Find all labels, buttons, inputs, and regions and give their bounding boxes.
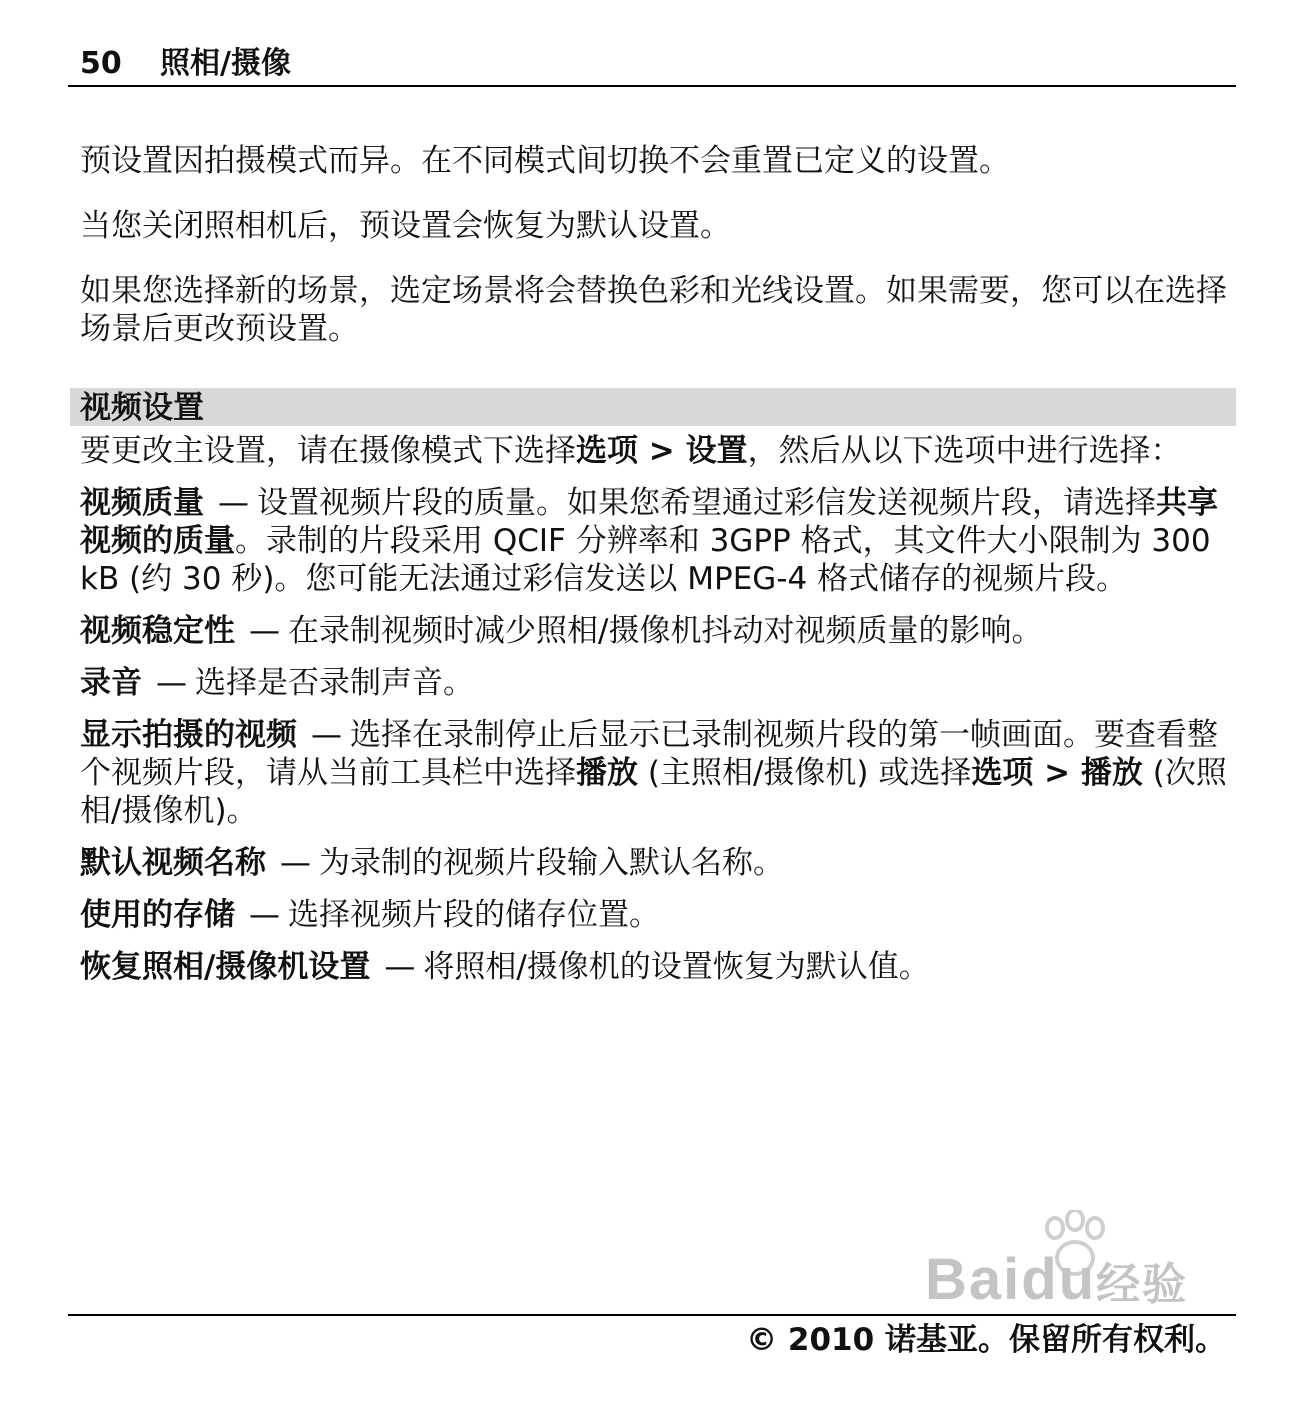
setting-item-audio: 录音 — 选择是否录制声音。 [80,665,474,701]
setting-term: 使用的存储 [80,897,235,933]
menu-option-options: 选项 [576,433,638,469]
page-content [80,142,1230,986]
setting-item-video-quality: 视频质量 — 设置视频片段的质量。如果您希望通过彩信发送视频片段，请选择共享视频的质量。录制的片段采用 QCIF 分辨率和 3GPP 格式，其文件大小限制为 300 kB (约 30 秒)。您可能无法通过彩信发送以 MPEG-4 格式储存的视频片段。 [80,485,1218,597]
footer-divider [68,1314,1236,1316]
intro-paragraph-1: 预设置因拍摄模式而异。在不同模式间切换不会重置已定义的设置。 [80,143,1010,179]
setting-term: 视频稳定性 [80,613,235,649]
setting-item-restore: 恢复照相/摄像机设置 — 将照相/摄像机的设置恢复为默认值。 [80,949,930,985]
setting-item-show-captured: 显示拍摄的视频 — 选择在录制停止后显示已录制视频片段的第一帧画面。要查看整个视频片段，请从当前工具栏中选择播放 (主照相/摄像机) 或选择选项 > 播放 (次照相/摄像机)。 [80,717,1227,829]
page-number: 50 [80,46,122,81]
copyright-footer: © 2010 诺基亚。保留所有权利。 [746,1322,1226,1358]
setting-term: 显示拍摄的视频 [80,717,297,753]
section-heading: 视频设置 [70,388,1236,426]
intro-paragraph-2: 当您关闭照相机后，预设置会恢复为默认设置。 [80,208,731,244]
setting-item-default-name: 默认视频名称 — 为录制的视频片段输入默认名称。 [80,845,784,881]
setting-term: 录音 [80,665,142,701]
setting-term: 视频质量 [80,485,204,521]
intro-paragraph-3: 如果您选择新的场景，选定场景将会替换色彩和光线设置。如果需要，您可以在选择场景后更改预设置。 [80,273,1227,347]
chapter-title: 照相/摄像 [160,46,291,81]
section-intro: 要更改主设置，请在摄像模式下选择选项 > 设置，然后从以下选项中进行选择： [80,433,1182,469]
setting-term: 恢复照相/摄像机设置 [80,949,371,985]
baidu-watermark: Baidu经验 [925,1230,1225,1330]
setting-term: 默认视频名称 [80,845,266,881]
page-header [68,44,1236,87]
setting-item-stabilization: 视频稳定性 — 在录制视频时减少照相/摄像机抖动对视频质量的影响。 [80,613,1043,649]
setting-item-memory: 使用的存储 — 选择视频片段的储存位置。 [80,897,660,933]
menu-option-settings: 设置 [685,433,748,469]
